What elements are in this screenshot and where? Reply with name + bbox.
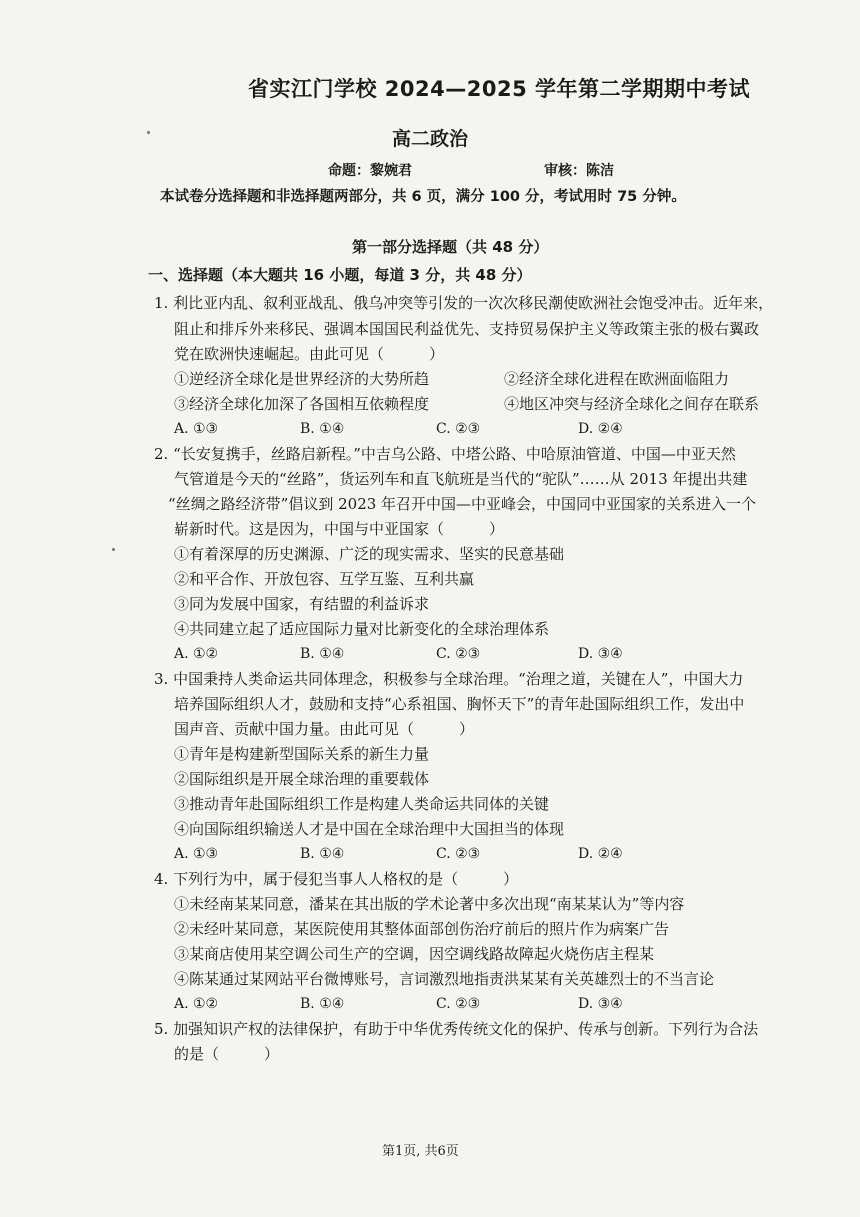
scan-speck (112, 548, 115, 551)
answer-choice-d: D. ②④ (578, 846, 623, 862)
question-text-line: 阻止和排斥外来移民、强调本国国民利益优先、支持贸易保护主义等政策主张的极右翼政 (174, 320, 760, 338)
answer-choice-d: D. ③④ (578, 996, 623, 1012)
statement: ①逆经济全球化是世界经济的大势所趋 (174, 370, 430, 388)
statement: ④向国际组织输送人才是中国在全球治理中大国担当的体现 (174, 820, 565, 838)
answer-choice-d: D. ③④ (578, 646, 623, 662)
question-text-line: 4. 下列行为中，属于侵犯当事人人格权的是（ ） (154, 870, 519, 888)
question-text-line: 崭新时代。这是因为，中国与中亚国家（ ） (174, 520, 505, 538)
statement: ③推动青年赴国际组织工作是构建人类命运共同体的关键 (174, 795, 550, 813)
answer-choice-c: C. ②③ (436, 846, 481, 862)
reviewer-label: 审核：陈洁 (544, 163, 614, 179)
answer-choice-a: A. ①② (174, 996, 219, 1012)
answer-choice-a: A. ①③ (174, 846, 219, 862)
statement: ④地区冲突与经济全球化之间存在联系 (504, 395, 760, 413)
statement: ④陈某通过某网站平台微博账号，言词激烈地指责洪某某有关英雄烈士的不当言论 (174, 970, 715, 988)
answer-choice-a: A. ①③ (174, 421, 219, 437)
subject-title: 高二政治 (392, 128, 469, 150)
question-text-line: 气管道是今天的“丝路”，货运列车和直飞航班是当代的“驼队”……从 2013 年提出共建 (174, 470, 748, 488)
author-label: 命题：黎婉君 (328, 163, 412, 179)
answer-choice-b: B. ①④ (300, 996, 345, 1012)
question-text-line: “丝绸之路经济带”倡议到 2023 年召开中国—中亚峰会，中国同中亚国家的关系进入一个 (168, 495, 757, 513)
answer-choice-b: B. ①④ (300, 846, 345, 862)
answer-choice-c: C. ②③ (436, 646, 481, 662)
statement: ②和平合作、开放包容、互学互鉴、互利共赢 (174, 570, 475, 588)
answer-choice-a: A. ①② (174, 646, 219, 662)
statement: ①有着深厚的历史渊源、广泛的现实需求、坚实的民意基础 (174, 545, 565, 563)
exam-title: 省实江门学校 2024—2025 学年第二学期期中考试 (248, 77, 751, 101)
page-number: 第1页, 共6页 (382, 1144, 459, 1159)
question-text-line: 5. 加强知识产权的法律保护，有助于中华优秀传统文化的保护、传承与创新。下列行为合法 (154, 1020, 759, 1038)
answer-choice-d: D. ②④ (578, 421, 623, 437)
statement: ③经济全球化加深了各国相互依赖程度 (174, 395, 430, 413)
scan-speck (147, 131, 150, 134)
statement: ①未经南某某同意，潘某在其出版的学术论著中多次出现“南某某认为”等内容 (174, 895, 685, 913)
question-text-line: 2. “长安复携手，丝路启新程。”中吉乌公路、中塔公路、中哈原油管道、中国—中亚天然 (154, 445, 736, 463)
part-heading: 第一部分选择题（共 48 分） (352, 238, 549, 256)
statement: ③某商店使用某空调公司生产的空调，因空调线路故障起火烧伤店主程某 (174, 945, 655, 963)
statement: ③同为发展中国家，有结盟的利益诉求 (174, 595, 430, 613)
exam-instructions: 本试卷分选择题和非选择题两部分，共 6 页，满分 100 分，考试用时 75 分钟。 (160, 189, 686, 205)
statement: ①青年是构建新型国际关系的新生力量 (174, 745, 430, 763)
section-heading: 一、选择题（本大题共 16 小题，每道 3 分，共 48 分） (148, 266, 532, 284)
question-text-line: 3. 中国秉持人类命运共同体理念，积极参与全球治理。“治理之道，关键在人”，中国大力 (154, 670, 744, 688)
statement: ②未经叶某同意，某医院使用其整体面部创伤治疗前后的照片作为病案广告 (174, 920, 670, 938)
question-text-line: 国声音、贡献中国力量。由此可见（ ） (174, 720, 475, 738)
answer-choice-b: B. ①④ (300, 646, 345, 662)
question-text-line: 的是（ ） (174, 1045, 280, 1063)
statement: ②国际组织是开展全球治理的重要载体 (174, 770, 430, 788)
question-text-line: 培养国际组织人才，鼓励和支持“心系祖国、胸怀天下”的青年赴国际组织工作，发出中 (174, 695, 745, 713)
question-text-line: 党在欧洲快速崛起。由此可见（ ） (174, 345, 445, 363)
answer-choice-c: C. ②③ (436, 421, 481, 437)
statement: ②经济全球化进程在欧洲面临阻力 (504, 370, 730, 388)
question-text-line: 1. 利比亚内乱、叙利亚战乱、俄乌冲突等引发的一次次移民潮使欧洲社会饱受冲击。近年来， (154, 294, 774, 312)
answer-choice-b: B. ①④ (300, 421, 345, 437)
statement: ④共同建立起了适应国际力量对比新变化的全球治理体系 (174, 620, 550, 638)
answer-choice-c: C. ②③ (436, 996, 481, 1012)
